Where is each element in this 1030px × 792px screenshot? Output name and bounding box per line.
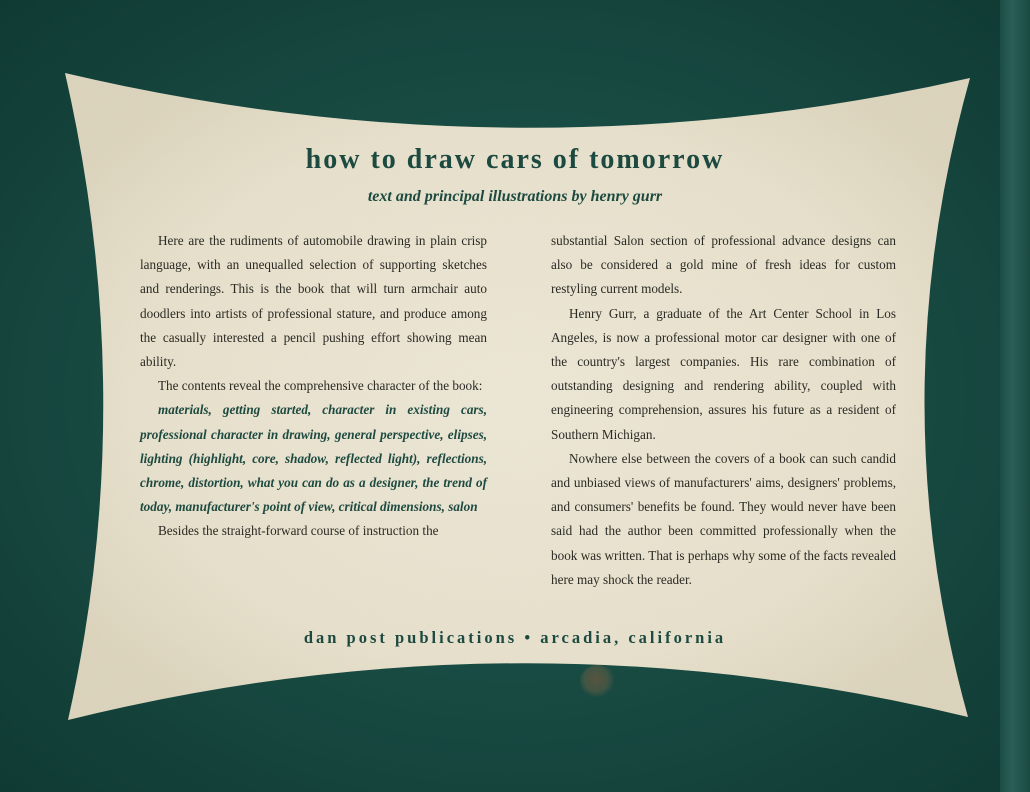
book-subtitle: text and principal illustrations by henry gurr bbox=[367, 188, 663, 205]
author-bio-paragraph: Henry Gurr, a graduate of the Art Center School in Los Angeles, is now a professional motor car designer with one of the country's largest companies. His rare combination of outstanding designing and rendering ability, coupled with engineering comprehension, assures his future as a resident of Southern Michigan. bbox=[551, 305, 896, 442]
stain-mark bbox=[580, 665, 616, 697]
right-text-column bbox=[551, 229, 896, 592]
book-title: how to draw cars of tomorrow bbox=[305, 144, 725, 175]
contents-lead-paragraph: The contents reveal the comprehensive character of the book: bbox=[158, 378, 483, 394]
course-paragraph-end: substantial Salon section of professional advance designs can also be considered a gold mine of fresh ideas for custom restyling current models. bbox=[551, 233, 896, 297]
course-paragraph-start: Besides the straight-forward course of instruction the bbox=[158, 523, 439, 539]
left-text-column bbox=[140, 229, 487, 544]
topics-list: materials, getting started, character in existing cars, professional character in drawing, general perspective, elipses, lighting (highlight, core, shadow, reflected light), reflections, chrome, distortion, what you can do as a designer, the trend of today, manufacturer's point of view, critical dimensions, salon bbox=[140, 402, 487, 515]
closing-paragraph: Nowhere else between the covers of a book can such candid and unbiased views of manufacturers' aims, designers' problems, and consumers' benefits be found. They would never have been said had the author been committed professionally when the book was written. That is perhaps why some of the facts revealed here may shock the reader. bbox=[551, 450, 896, 587]
intro-paragraph: Here are the rudiments of automobile drawing in plain crisp language, with an unequalled selection of supporting sketches and renderings. This is the book that will turn armchair auto doodlers into artists of professional stature, and produce among the casually interested a pencil pushing effort showing mean ability. bbox=[140, 233, 487, 370]
publisher-line: dan post publications • arcadia, california bbox=[303, 628, 727, 647]
